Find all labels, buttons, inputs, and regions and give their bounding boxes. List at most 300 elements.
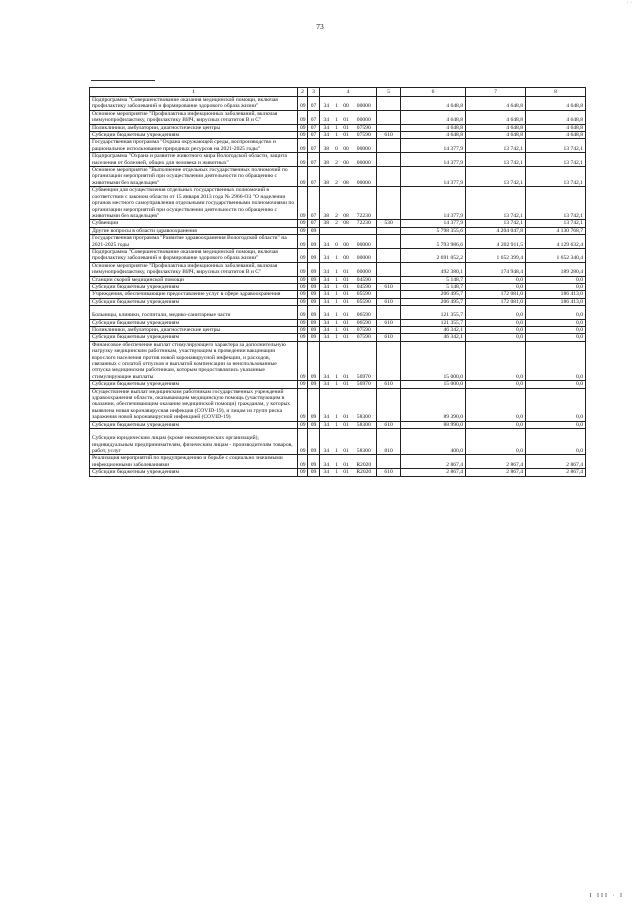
amount-2022: 492 380,1 bbox=[401, 262, 466, 276]
expense-type-code: 610 bbox=[377, 381, 401, 388]
section-code: 09 bbox=[298, 248, 308, 262]
section-code: 09 bbox=[298, 124, 308, 131]
amount-2022: 14 377,9 bbox=[401, 220, 466, 227]
direction-code: 07590 bbox=[352, 327, 377, 334]
table-row bbox=[90, 341, 586, 380]
row-name: Субвенции bbox=[90, 220, 298, 227]
expense-type-code bbox=[377, 291, 401, 298]
subsection-code: 09 bbox=[308, 455, 320, 469]
budget-table bbox=[89, 87, 586, 477]
amount-2024: 1 652 340,4 bbox=[526, 248, 586, 262]
program-code: 34 bbox=[320, 319, 333, 326]
row-name: Субсидии бюджетным учреждениям bbox=[90, 421, 298, 428]
table-row bbox=[90, 167, 586, 187]
section-code: 09 bbox=[298, 469, 308, 476]
amount-2023: 13 742,1 bbox=[466, 167, 526, 187]
section-code: 09 bbox=[298, 276, 308, 283]
subprogram-code: 1 bbox=[333, 248, 341, 262]
program-code: 34 bbox=[320, 132, 333, 139]
amount-2023: 0,0 bbox=[466, 381, 526, 388]
section-code: 09 bbox=[298, 455, 308, 469]
subsection-code: 07 bbox=[308, 132, 320, 139]
subsection-code: 09 bbox=[308, 469, 320, 476]
amount-2022: 2 691 052,2 bbox=[401, 248, 466, 262]
section-code: 09 bbox=[298, 306, 308, 319]
subprogram-code: 1 bbox=[333, 469, 341, 476]
subprogram-code: 2 bbox=[333, 187, 341, 220]
table-row bbox=[90, 306, 586, 319]
row-name: Станции скорой медицинской помощи bbox=[90, 276, 298, 283]
subsection-code: 09 bbox=[308, 235, 320, 249]
direction-code: R2020 bbox=[352, 469, 377, 476]
amount-2023: 4 648,8 bbox=[466, 124, 526, 131]
header-cell: 2 bbox=[298, 88, 308, 97]
direction-code: 56970 bbox=[352, 381, 377, 388]
row-name: Государственная программа "Развитие здравоохранения Вологодской области" на 2021-2025 годы bbox=[90, 235, 298, 249]
table-row bbox=[90, 97, 586, 111]
expense-type-code bbox=[377, 388, 401, 421]
expense-type-code bbox=[377, 139, 401, 153]
table-row bbox=[90, 235, 586, 249]
subsection-code: 07 bbox=[308, 167, 320, 187]
amount-2024: 0,0 bbox=[526, 341, 586, 380]
header-cell: 8 bbox=[526, 88, 586, 97]
direction-code: 00000 bbox=[352, 110, 377, 124]
direction-code: 06590 bbox=[352, 306, 377, 319]
section-code: 09 bbox=[298, 298, 308, 305]
direction-code: 04590 bbox=[352, 283, 377, 290]
activity-code: 01 bbox=[341, 283, 352, 290]
direction-code: 00000 bbox=[352, 167, 377, 187]
amount-2024: 13 742,1 bbox=[526, 139, 586, 153]
header-cell: 3 bbox=[308, 88, 320, 97]
activity-code: 00 bbox=[341, 139, 352, 153]
row-name: Государственная программа "Охрана окружающей среды, воспроизводство и рациональное использование природных ресурсов на 2021-2025 годы" bbox=[90, 139, 298, 153]
section-code: 09 bbox=[298, 97, 308, 111]
amount-2024: 2 867,4 bbox=[526, 469, 586, 476]
amount-2022: 15 000,0 bbox=[401, 341, 466, 380]
table-row bbox=[90, 455, 586, 469]
subsection-code: 09 bbox=[308, 388, 320, 421]
amount-2024: 4 648,8 bbox=[526, 124, 586, 131]
amount-2024: 0,0 bbox=[526, 334, 586, 341]
section-code: 09 bbox=[298, 341, 308, 380]
amount-2023: 4 202 911,5 bbox=[466, 235, 526, 249]
amount-2024: 0,0 bbox=[526, 421, 586, 428]
section-code: 09 bbox=[298, 429, 308, 455]
subprogram-code: 1 bbox=[333, 283, 341, 290]
amount-2022: 400,0 bbox=[401, 429, 466, 455]
row-name: Другие вопросы в области здравоохранения bbox=[90, 227, 298, 234]
program-code: 34 bbox=[320, 421, 333, 428]
subprogram-code: 0 bbox=[333, 139, 341, 153]
program-code: 34 bbox=[320, 291, 333, 298]
expense-type-code: 610 bbox=[377, 421, 401, 428]
section-code: 09 bbox=[298, 327, 308, 334]
row-name: Поликлиники, амбулатории, диагностические центры bbox=[90, 327, 298, 334]
amount-2022: 5 798 355,6 bbox=[401, 227, 466, 234]
activity-code: 01 bbox=[341, 455, 352, 469]
direction-code bbox=[352, 227, 377, 234]
amount-2023: 13 742,1 bbox=[466, 139, 526, 153]
program-code: 34 bbox=[320, 283, 333, 290]
subprogram-code: 2 bbox=[333, 167, 341, 187]
program-code: 38 bbox=[320, 153, 333, 167]
amount-2022: 89 390,0 bbox=[401, 388, 466, 421]
corner-mark: · · bbox=[626, 0, 632, 6]
activity-code: 08 bbox=[341, 167, 352, 187]
amount-2022: 5 148,7 bbox=[401, 283, 466, 290]
row-name: Субвенции для осуществления отдельных государственных полномочий в соответствии с законом области от 15 января 2013 года № 2966-ОЗ "О наделении органов местного самоуправления отдельными государственными полномочиями по организации мероприятий при осуществлении деятельности по обращению с животными без владельцев" bbox=[90, 187, 298, 220]
expense-type-code: 610 bbox=[377, 334, 401, 341]
subsection-code: 07 bbox=[308, 220, 320, 227]
row-name: Субсидии юридическим лицам (кроме некоммерческих организаций), индивидуальным предпринимателям, физическим лицам - производителям товаров, работ, услуг bbox=[90, 429, 298, 455]
expense-type-code: 610 bbox=[377, 319, 401, 326]
bottom-marks: I III · I bbox=[589, 893, 624, 899]
subprogram-code: 1 bbox=[333, 319, 341, 326]
subprogram-code: 2 bbox=[333, 220, 341, 227]
amount-2022: 46 342,1 bbox=[401, 327, 466, 334]
activity-code bbox=[341, 227, 352, 234]
activity-code: 01 bbox=[341, 341, 352, 380]
section-code: 09 bbox=[298, 110, 308, 124]
amount-2023: 172 081,0 bbox=[466, 291, 526, 298]
program-code: 34 bbox=[320, 235, 333, 249]
table-row bbox=[90, 227, 586, 234]
header-cell: 1 bbox=[90, 88, 298, 97]
table-row bbox=[90, 319, 586, 326]
subprogram-code: 1 bbox=[333, 132, 341, 139]
program-code: 34 bbox=[320, 381, 333, 388]
amount-2024: 0,0 bbox=[526, 381, 586, 388]
amount-2024: 4 648,8 bbox=[526, 97, 586, 111]
activity-code: 01 bbox=[341, 110, 352, 124]
table-row bbox=[90, 298, 586, 305]
expense-type-code bbox=[377, 167, 401, 187]
activity-code: 01 bbox=[341, 276, 352, 283]
row-name: Основное мероприятие "Профилактика инфекционных заболеваний, включая иммунопрофилактику, профилактику ВИЧ, вирусных гепатитов В и С" bbox=[90, 110, 298, 124]
table-row bbox=[90, 248, 586, 262]
direction-code: 00000 bbox=[352, 153, 377, 167]
program-code: 34 bbox=[320, 388, 333, 421]
amount-2024: 13 742,1 bbox=[526, 167, 586, 187]
subsection-code: 09 bbox=[308, 319, 320, 326]
amount-2024: 0,0 bbox=[526, 306, 586, 319]
amount-2022: 15 000,0 bbox=[401, 381, 466, 388]
program-code: 34 bbox=[320, 110, 333, 124]
subsection-code: 09 bbox=[308, 262, 320, 276]
program-code: 34 bbox=[320, 429, 333, 455]
table-row bbox=[90, 276, 586, 283]
expense-type-code: 610 bbox=[377, 132, 401, 139]
table-row bbox=[90, 132, 586, 139]
direction-code: 58300 bbox=[352, 421, 377, 428]
amount-2022: 5 148,7 bbox=[401, 276, 466, 283]
expense-type-code bbox=[377, 276, 401, 283]
row-name: Основное мероприятие "Выполнение отдельных государственных полномочий по организации мероприятий при осуществлении деятельности по обращению с животными без владельцев" bbox=[90, 167, 298, 187]
direction-code: R2020 bbox=[352, 455, 377, 469]
subprogram-code: 2 bbox=[333, 153, 341, 167]
program-code: 38 bbox=[320, 220, 333, 227]
direction-code: 00000 bbox=[352, 235, 377, 249]
table-row bbox=[90, 283, 586, 290]
amount-2022: 14 377,9 bbox=[401, 187, 466, 220]
direction-code: 07590 bbox=[352, 124, 377, 131]
activity-code: 01 bbox=[341, 327, 352, 334]
row-name: Больницы, клиники, госпитали, медико-санитарные части bbox=[90, 306, 298, 319]
subprogram-code: 1 bbox=[333, 97, 341, 111]
row-name: Субсидии бюджетным учреждениям bbox=[90, 334, 298, 341]
program-code bbox=[320, 227, 333, 234]
row-name: Финансовое обеспечение выплат стимулирующего характера за дополнительную нагрузку медицинским работникам, участвующим в проведении вакцинации взрослого населения против новой коронавирусной инфекции, и расходов, связанных с оплатой отпусков и выплатой компенсации за неиспользованные отпуска медицинским работникам, которым предоставлялись указанные стимулирующие выплаты bbox=[90, 341, 298, 380]
section-code: 09 bbox=[298, 388, 308, 421]
subprogram-code: 0 bbox=[333, 235, 341, 249]
subsection-code: 09 bbox=[308, 248, 320, 262]
amount-2022: 2 867,4 bbox=[401, 469, 466, 476]
activity-code: 08 bbox=[341, 220, 352, 227]
subprogram-code: 1 bbox=[333, 421, 341, 428]
amount-2022: 4 648,8 bbox=[401, 132, 466, 139]
expense-type-code: 610 bbox=[377, 298, 401, 305]
activity-code: 01 bbox=[341, 334, 352, 341]
subsection-code: 07 bbox=[308, 153, 320, 167]
subprogram-code: 1 bbox=[333, 306, 341, 319]
table-row bbox=[90, 124, 586, 131]
row-name: Поликлиники, амбулатории, диагностические центры bbox=[90, 124, 298, 131]
expense-type-code: 610 bbox=[377, 283, 401, 290]
table-row bbox=[90, 334, 586, 341]
program-code: 34 bbox=[320, 327, 333, 334]
activity-code: 01 bbox=[341, 291, 352, 298]
expense-type-code: 610 bbox=[377, 469, 401, 476]
amount-2024: 189 280,4 bbox=[526, 262, 586, 276]
amount-2022: 206 495,7 bbox=[401, 298, 466, 305]
section-code: 09 bbox=[298, 153, 308, 167]
section-code: 09 bbox=[298, 381, 308, 388]
row-name: Учреждения, обеспечивающие предоставление услуг в сфере здравоохранения bbox=[90, 291, 298, 298]
expense-type-code bbox=[377, 227, 401, 234]
header-cell: 6 bbox=[401, 88, 466, 97]
table-row bbox=[90, 381, 586, 388]
activity-code: 00 bbox=[341, 248, 352, 262]
table-row bbox=[90, 291, 586, 298]
amount-2022: 5 793 986,6 bbox=[401, 235, 466, 249]
section-code: 09 bbox=[298, 235, 308, 249]
amount-2024: 0,0 bbox=[526, 276, 586, 283]
section-code: 09 bbox=[298, 421, 308, 428]
amount-2022: 2 867,4 bbox=[401, 455, 466, 469]
expense-type-code: 530 bbox=[377, 220, 401, 227]
subprogram-code: 1 bbox=[333, 334, 341, 341]
row-name: Субсидии бюджетным учреждениям bbox=[90, 319, 298, 326]
row-name: Субсидии бюджетным учреждениям bbox=[90, 381, 298, 388]
subsection-code: 07 bbox=[308, 187, 320, 220]
row-name: Подпрограмма "Совершенствование оказания медицинской помощи, включая профилактику заболеваний и формирование здорового образа жизни" bbox=[90, 248, 298, 262]
amount-2024: 0,0 bbox=[526, 319, 586, 326]
expense-type-code bbox=[377, 187, 401, 220]
amount-2023: 0,0 bbox=[466, 327, 526, 334]
subsection-code: 09 bbox=[308, 298, 320, 305]
row-name: Субсидии бюджетным учреждениям bbox=[90, 469, 298, 476]
subprogram-code: 1 bbox=[333, 388, 341, 421]
program-code: 38 bbox=[320, 167, 333, 187]
amount-2022: 14 377,9 bbox=[401, 139, 466, 153]
amount-2023: 13 742,1 bbox=[466, 187, 526, 220]
expense-type-code bbox=[377, 110, 401, 124]
table-row bbox=[90, 421, 586, 428]
program-code: 34 bbox=[320, 276, 333, 283]
table-row bbox=[90, 110, 586, 124]
subprogram-code bbox=[333, 227, 341, 234]
amount-2024: 186 413,0 bbox=[526, 291, 586, 298]
subsection-code: 09 bbox=[308, 429, 320, 455]
subsection-code: 09 bbox=[308, 276, 320, 283]
activity-code: 00 bbox=[341, 97, 352, 111]
activity-code: 01 bbox=[341, 124, 352, 131]
expense-type-code bbox=[377, 153, 401, 167]
amount-2023: 172 081,0 bbox=[466, 298, 526, 305]
expense-type-code bbox=[377, 327, 401, 334]
expense-type-code bbox=[377, 97, 401, 111]
direction-code: 72230 bbox=[352, 187, 377, 220]
program-code: 38 bbox=[320, 139, 333, 153]
table-row bbox=[90, 220, 586, 227]
amount-2022: 4 648,8 bbox=[401, 124, 466, 131]
amount-2023: 1 652 399,4 bbox=[466, 248, 526, 262]
activity-code: 01 bbox=[341, 262, 352, 276]
page-number: 73 bbox=[316, 22, 324, 31]
table-row bbox=[90, 388, 586, 421]
subprogram-code: 1 bbox=[333, 110, 341, 124]
header-rule bbox=[91, 80, 155, 81]
table-row bbox=[90, 327, 586, 334]
amount-2022: 121 355,7 bbox=[401, 306, 466, 319]
program-code: 34 bbox=[320, 298, 333, 305]
amount-2023: 4 648,8 bbox=[466, 97, 526, 111]
table-row bbox=[90, 262, 586, 276]
direction-code: 07590 bbox=[352, 132, 377, 139]
amount-2023: 174 948,4 bbox=[466, 262, 526, 276]
direction-code: 06590 bbox=[352, 319, 377, 326]
amount-2024: 13 742,1 bbox=[526, 187, 586, 220]
amount-2023: 2 867,4 bbox=[466, 469, 526, 476]
amount-2024: 13 742,1 bbox=[526, 220, 586, 227]
amount-2023: 13 742,1 bbox=[466, 153, 526, 167]
amount-2024: 4 648,8 bbox=[526, 132, 586, 139]
activity-code: 01 bbox=[341, 298, 352, 305]
direction-code: 58300 bbox=[352, 429, 377, 455]
expense-type-code bbox=[377, 124, 401, 131]
table-row bbox=[90, 187, 586, 220]
amount-2023: 0,0 bbox=[466, 421, 526, 428]
amount-2024: 13 742,1 bbox=[526, 153, 586, 167]
row-name: Основное мероприятие "Профилактика инфекционных заболеваний, включая иммунопрофилактику, профилактику ВИЧ, вирусных гепатитов В и С" bbox=[90, 262, 298, 276]
amount-2023: 0,0 bbox=[466, 283, 526, 290]
direction-code: 00000 bbox=[352, 262, 377, 276]
subsection-code: 07 bbox=[308, 97, 320, 111]
amount-2024: 4 130 768,7 bbox=[526, 227, 586, 234]
subprogram-code: 1 bbox=[333, 455, 341, 469]
amount-2024: 4 648,8 bbox=[526, 110, 586, 124]
section-code: 09 bbox=[298, 220, 308, 227]
amount-2023: 0,0 bbox=[466, 388, 526, 421]
direction-code: 58300 bbox=[352, 388, 377, 421]
subprogram-code: 1 bbox=[333, 327, 341, 334]
row-name: Подпрограмма "Охрана и развитие животного мира Вологодской области, защита населения от болезней, общих для человека и животных" bbox=[90, 153, 298, 167]
expense-type-code bbox=[377, 306, 401, 319]
direction-code: 05590 bbox=[352, 298, 377, 305]
subsection-code: 09 bbox=[308, 327, 320, 334]
expense-type-code bbox=[377, 341, 401, 380]
amount-2023: 13 742,1 bbox=[466, 220, 526, 227]
activity-code: 01 bbox=[341, 381, 352, 388]
row-name: Осуществление выплат медицинским работникам государственных учреждений здравоохранения области, оказывающим медицинскую помощь (участвующим в оказании, обеспечивающим оказание медицинской помощи) гражданам, у которых выявлена новая коронавирусная инфекция (COVID-19), и лицам из групп риска заражения новой коронавирусной инфекцией (COVID-19) bbox=[90, 388, 298, 421]
subsection-code: 09 bbox=[308, 283, 320, 290]
activity-code: 01 bbox=[341, 319, 352, 326]
amount-2022: 46 342,1 bbox=[401, 334, 466, 341]
amount-2024: 0,0 bbox=[526, 327, 586, 334]
header-cell: 7 bbox=[466, 88, 526, 97]
subprogram-code: 1 bbox=[333, 262, 341, 276]
header-row bbox=[90, 88, 586, 97]
amount-2023: 0,0 bbox=[466, 319, 526, 326]
expense-type-code bbox=[377, 455, 401, 469]
row-name: Субсидии бюджетным учреждениям bbox=[90, 132, 298, 139]
subprogram-code: 1 bbox=[333, 381, 341, 388]
amount-2023: 4 204 047,8 bbox=[466, 227, 526, 234]
direction-code: 00000 bbox=[352, 139, 377, 153]
expense-type-code bbox=[377, 235, 401, 249]
section-code: 09 bbox=[298, 132, 308, 139]
activity-code: 00 bbox=[341, 235, 352, 249]
direction-code: 05590 bbox=[352, 291, 377, 298]
subsection-code: 09 bbox=[308, 341, 320, 380]
expense-type-code: 810 bbox=[377, 429, 401, 455]
program-code: 34 bbox=[320, 306, 333, 319]
amount-2024: 0,0 bbox=[526, 429, 586, 455]
section-code: 09 bbox=[298, 283, 308, 290]
subsection-code: 09 bbox=[308, 381, 320, 388]
subprogram-code: 1 bbox=[333, 291, 341, 298]
subprogram-code: 1 bbox=[333, 124, 341, 131]
table-row bbox=[90, 139, 586, 153]
amount-2022: 121 355,7 bbox=[401, 319, 466, 326]
activity-code: 00 bbox=[341, 153, 352, 167]
section-code: 09 bbox=[298, 262, 308, 276]
amount-2022: 206 495,7 bbox=[401, 291, 466, 298]
row-name: Субсидии бюджетным учреждениям bbox=[90, 298, 298, 305]
section-code: 09 bbox=[298, 187, 308, 220]
activity-code: 01 bbox=[341, 306, 352, 319]
amount-2024: 0,0 bbox=[526, 283, 586, 290]
section-code: 09 bbox=[298, 334, 308, 341]
subsection-code: 07 bbox=[308, 139, 320, 153]
amount-2023: 0,0 bbox=[466, 334, 526, 341]
amount-2024: 0,0 bbox=[526, 388, 586, 421]
expense-type-code bbox=[377, 262, 401, 276]
section-code: 09 bbox=[298, 319, 308, 326]
amount-2022: 14 377,9 bbox=[401, 153, 466, 167]
program-code: 34 bbox=[320, 248, 333, 262]
program-code: 34 bbox=[320, 262, 333, 276]
subsection-code: 09 bbox=[308, 306, 320, 319]
amount-2024: 2 867,4 bbox=[526, 455, 586, 469]
direction-code: 00000 bbox=[352, 248, 377, 262]
program-code: 38 bbox=[320, 187, 333, 220]
activity-code: 01 bbox=[341, 429, 352, 455]
direction-code: 07590 bbox=[352, 334, 377, 341]
amount-2023: 4 648,8 bbox=[466, 110, 526, 124]
